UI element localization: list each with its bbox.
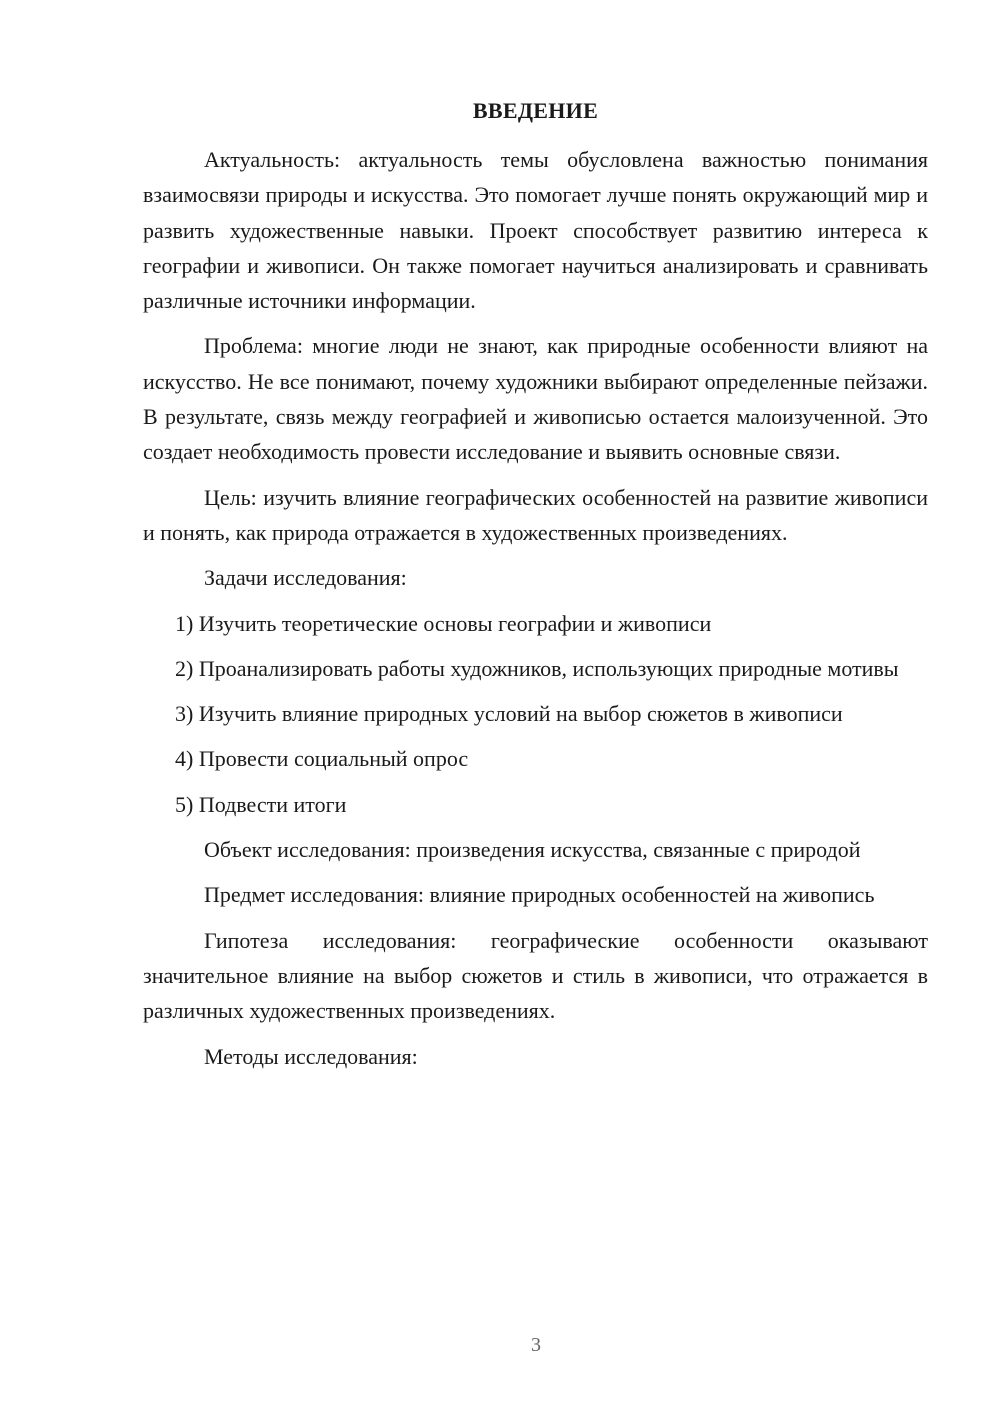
paragraph-relevance: Актуальность: актуальность темы обусловлена важностью понимания взаимосвязи природы и искусства. Это помогает лучше понять окружающий мир и развить художественные навыки. Проект способствует развитию интереса к географии и живописи. Он также помогает научиться анализировать и сравнивать различные источники информации. — [143, 147, 928, 314]
paragraph-goal: Цель: изучить влияние географических особенностей на развитие живописи и понять, как природа отражается в художественных произведениях. — [143, 484, 928, 545]
paragraph-problem: Проблема: многие люди не знают, как природные особенности влияют на искусство. Не все понимают, почему художники выбирают определенные пейзажи. В результате, связь между географией и живописью остается малоизученной. Это создает необходимость провести исследование и выявить основные связи. — [143, 333, 928, 465]
list-item-task-5: 5) Подвести итоги — [175, 791, 347, 817]
list-item-task-2: 2) Проанализировать работы художников, использующих природные мотивы — [175, 655, 899, 681]
paragraph-subject: Предмет исследования: влияние природных особенностей на живопись — [204, 882, 875, 908]
paragraph-object: Объект исследования: произведения искусства, связанные с природой — [204, 837, 861, 863]
list-item-task-3: 3) Изучить влияние природных условий на выбор сюжетов в живописи — [175, 701, 843, 727]
paragraph-tasks-heading: Задачи исследования: — [204, 565, 407, 591]
document-page — [143, 94, 928, 1074]
paragraph-methods: Методы исследования: — [204, 1043, 418, 1069]
list-item-task-1: 1) Изучить теоретические основы географии и живописи — [175, 610, 712, 636]
page-title: ВВЕДЕНИЕ — [472, 98, 599, 123]
page-number: 3 — [531, 1334, 541, 1356]
list-item-task-4: 4) Провести социальный опрос — [175, 746, 469, 772]
paragraph-hypothesis: Гипотеза исследования: географические особенности оказывают значительное влияние на выбор сюжетов и стиль в живописи, что отражается в различных художественных произведениях. — [143, 927, 928, 1024]
